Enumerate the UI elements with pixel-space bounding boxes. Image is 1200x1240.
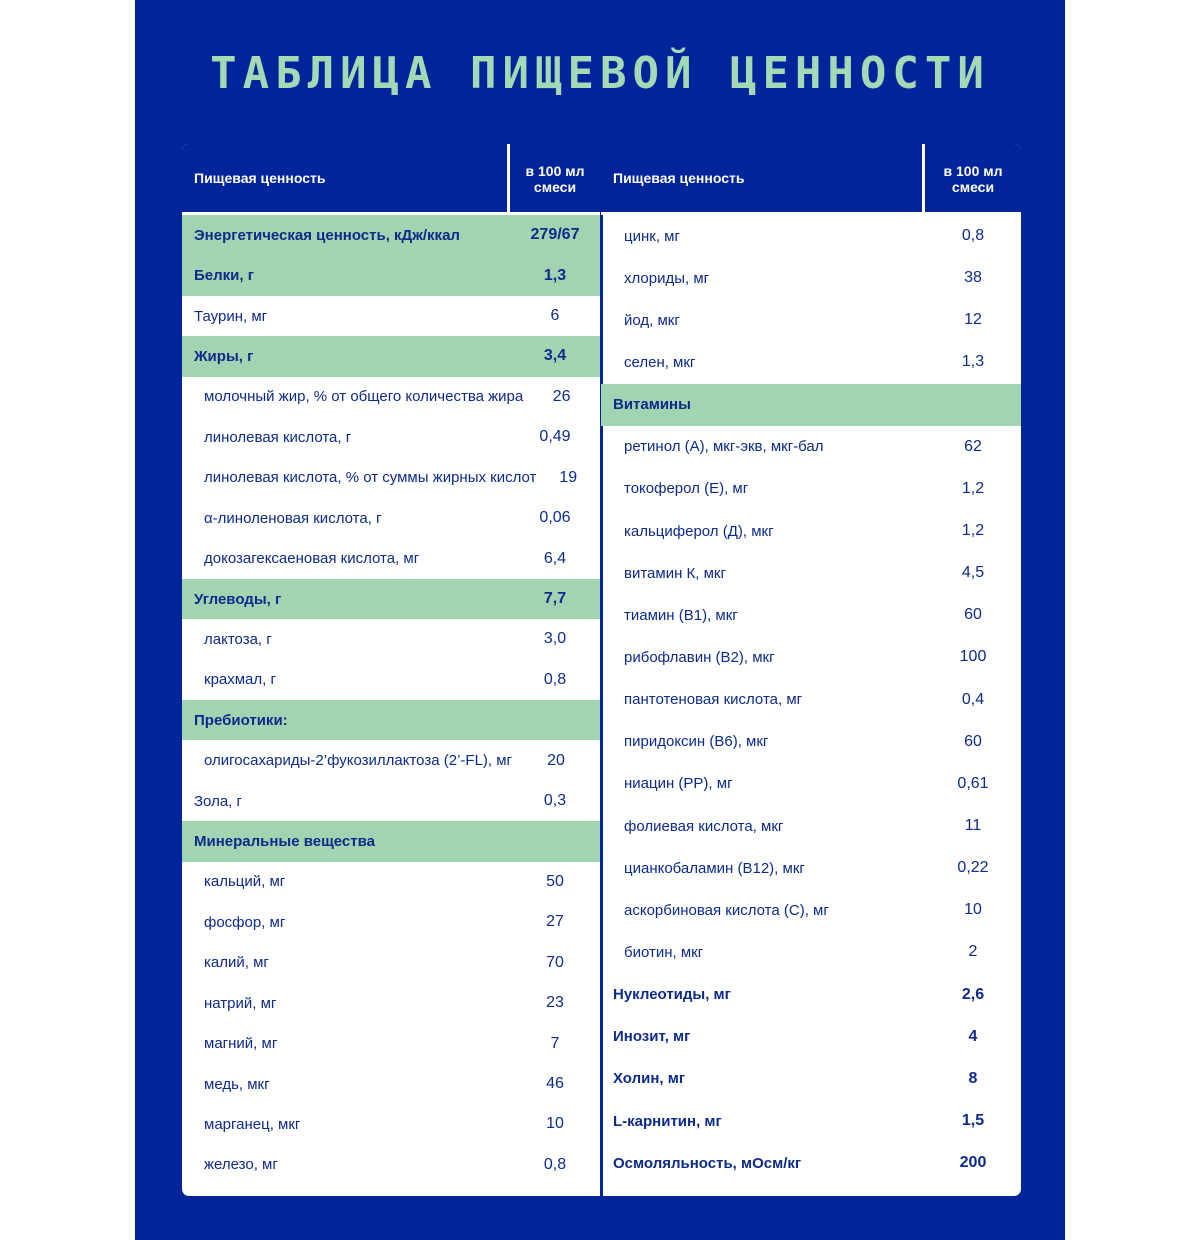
nutrient-value: 100	[959, 648, 987, 666]
nutrient-value: 11	[964, 817, 982, 835]
table-row	[601, 636, 1021, 678]
nutrient-name: молочный жир, % от общего количества жира	[204, 388, 524, 406]
table-row	[601, 552, 1021, 594]
nutrient-name: Витамины	[613, 396, 691, 414]
nutrient-name: Таурин, мг	[194, 307, 268, 325]
table-row	[182, 255, 600, 295]
table-row	[182, 1023, 600, 1063]
nutrient-name: Белки, г	[194, 267, 254, 285]
nutrient-value: 2,6	[961, 985, 985, 1003]
nutrient-name: тиамин (В1), мкг	[624, 606, 738, 624]
table-row	[601, 721, 1021, 763]
nutrient-name: йод, мкг	[624, 311, 680, 329]
table-row	[182, 498, 600, 538]
nutrient-value: 62	[964, 437, 982, 455]
table-row	[182, 902, 600, 942]
nutrient-name: биотин, мкг	[624, 943, 704, 961]
table-row	[182, 377, 600, 417]
nutrient-name: медь, мкг	[204, 1075, 270, 1093]
nutrient-name: докозагексаеновая кислота, мг	[204, 550, 420, 568]
nutrient-name: Энергетическая ценность, кДж/ккал	[194, 226, 460, 244]
table-row	[182, 619, 600, 659]
table-row	[601, 1100, 1021, 1142]
table-row	[601, 1016, 1021, 1058]
nutrient-name: линолевая кислота, г	[204, 428, 352, 446]
header-value-line2: смеси	[533, 179, 577, 195]
table-row	[182, 296, 600, 336]
nutrient-name: Инозит, мг	[613, 1028, 691, 1046]
table-row	[182, 740, 600, 780]
table-row	[182, 983, 600, 1023]
table-row	[601, 257, 1021, 299]
nutrient-name: витамин К, мкг	[624, 564, 726, 582]
table-row	[182, 417, 600, 457]
nutrient-value: 6,4	[543, 549, 567, 567]
table-row	[601, 847, 1021, 889]
nutrient-name: кальциферол (Д), мкг	[624, 522, 774, 540]
nutrient-value: 7,7	[543, 590, 567, 607]
header-value-line2: смеси	[951, 179, 995, 195]
table-row	[182, 781, 600, 821]
nutrient-name: Пребиотики:	[194, 711, 288, 729]
nutrient-value: 279/67	[530, 226, 580, 244]
table-row	[601, 341, 1021, 383]
nutrient-value: 10	[964, 901, 982, 919]
table-row	[601, 426, 1021, 468]
nutrient-name: Нуклеотиды, мг	[613, 986, 731, 1004]
table-row	[601, 889, 1021, 931]
nutrient-name: кальций, мг	[204, 873, 286, 891]
table-row	[601, 468, 1021, 510]
table-row	[182, 538, 600, 578]
left-column	[182, 144, 600, 1174]
nutrient-name: L-карнитин, мг	[613, 1112, 722, 1130]
nutrient-value: 0,8	[543, 1155, 567, 1173]
table-row	[601, 679, 1021, 721]
nutrient-name: железо, мг	[204, 1156, 278, 1174]
table-row	[182, 336, 600, 376]
nutrient-name: марганец, мкг	[204, 1115, 301, 1133]
nutrient-value: 2	[968, 943, 978, 961]
nutrient-value: 60	[964, 732, 982, 750]
nutrient-name: Зола, г	[194, 792, 242, 810]
nutrient-name: Углеводы, г	[194, 590, 282, 608]
nutrient-name: пиридоксин (В6), мкг	[624, 733, 769, 751]
right-column	[601, 144, 1021, 1172]
nutrient-name: цинк, мг	[624, 227, 680, 245]
nutrient-value: 0,06	[539, 509, 571, 527]
nutrient-value: 12	[964, 311, 982, 329]
table-row	[182, 943, 600, 983]
nutrient-name: пантотеновая кислота, мг	[624, 691, 803, 709]
nutrient-value: 200	[959, 1154, 987, 1172]
nutrient-value: 1,2	[961, 479, 985, 497]
nutrient-name: олигосахариды-2’фукозиллактоза (2’-FL), мг	[204, 752, 513, 770]
table-row	[601, 1058, 1021, 1100]
table-row	[182, 1104, 600, 1144]
nutrient-name: рибофлавин (В2), мкг	[624, 648, 775, 666]
table-row	[601, 974, 1021, 1016]
table-row	[182, 862, 600, 902]
header-name-label: Пищевая ценность	[613, 170, 745, 186]
nutrient-value: 46	[546, 1075, 564, 1093]
table-row	[182, 579, 600, 619]
right-rows	[601, 215, 1021, 1184]
table-row	[601, 763, 1021, 805]
nutrient-value: 19	[559, 468, 578, 486]
nutrient-name: токоферол (Е), мг	[624, 480, 749, 498]
nutrient-value: 4,5	[961, 564, 985, 582]
table-row	[182, 1064, 600, 1104]
header-value-line1: в 100 мл	[525, 163, 585, 179]
nutrient-value: 20	[547, 751, 565, 769]
nutrient-value: 1,5	[961, 1112, 985, 1130]
table-header	[601, 144, 1021, 212]
nutrient-value: 1,3	[961, 353, 985, 371]
nutrient-value: 0,61	[957, 774, 989, 792]
header-name-label: Пищевая ценность	[194, 170, 326, 186]
nutrient-name: Жиры, г	[194, 347, 254, 365]
nutrient-name: хлориды, мг	[624, 269, 710, 287]
table-row	[601, 805, 1021, 847]
header-value-line1: в 100 мл	[943, 163, 1003, 179]
nutrient-value: 70	[546, 953, 564, 971]
nutrient-value: 0,3	[543, 792, 567, 810]
table-header	[182, 144, 600, 212]
nutrient-value: 0,8	[961, 227, 985, 245]
nutrient-value: 7	[550, 1034, 560, 1052]
header-value-label	[925, 163, 1021, 195]
nutrient-name: линолевая кислота, % от суммы жирных кислот	[204, 469, 537, 487]
nutrient-value: 8	[968, 1069, 978, 1087]
left-rows	[182, 215, 600, 1185]
nutrient-name: Холин, мг	[613, 1070, 686, 1088]
nutrient-name: α-линоленовая кислота, г	[204, 509, 382, 527]
nutrient-value: 4	[968, 1027, 978, 1045]
table-row	[601, 594, 1021, 636]
nutrient-name: аскорбиновая кислота (С), мг	[624, 901, 829, 919]
nutrient-name: фолиевая кислота, мкг	[624, 817, 784, 835]
nutrient-value: 0,22	[957, 859, 989, 877]
table-row	[182, 458, 600, 498]
table-row	[182, 215, 600, 255]
table-row	[601, 215, 1021, 257]
nutrient-value: 0,8	[543, 670, 567, 688]
header-value-label	[510, 163, 600, 195]
table-row	[182, 1145, 600, 1185]
nutrient-name: магний, мг	[204, 1035, 278, 1053]
nutrient-name: цианкобаламин (В12), мкг	[624, 859, 805, 877]
nutrient-value: 10	[546, 1115, 564, 1133]
nutrient-value: 0,4	[961, 690, 985, 708]
nutrient-value: 1,3	[543, 266, 567, 284]
nutrient-value: 38	[964, 269, 982, 287]
nutrient-value: 0,49	[539, 428, 571, 446]
nutrient-name: Минеральные вещества	[194, 833, 375, 851]
nutrient-name: ретинол (А), мкг-экв, мкг-бал	[624, 438, 824, 456]
nutrient-name: селен, мкг	[624, 353, 696, 371]
nutrient-name: крахмал, г	[204, 671, 276, 689]
nutrient-name: лактоза, г	[204, 630, 272, 648]
table-row	[182, 660, 600, 700]
nutrition-table	[182, 144, 1021, 1196]
nutrient-name: калий, мг	[204, 954, 269, 972]
table-row	[601, 931, 1021, 973]
nutrient-value: 23	[546, 994, 564, 1012]
nutrient-value: 26	[552, 387, 571, 405]
nutrient-value: 60	[964, 606, 982, 624]
nutrient-name: натрий, мг	[204, 994, 277, 1012]
table-row	[601, 299, 1021, 341]
nutrient-value: 50	[546, 872, 564, 890]
table-row	[601, 1142, 1021, 1184]
nutrient-value: 3,4	[543, 347, 567, 365]
page-title: ТАБЛИЦА ПИЩЕВОЙ ЦЕННОСТИ	[210, 48, 990, 99]
table-row	[601, 384, 1021, 426]
table-row	[182, 700, 600, 740]
nutrient-value: 3,0	[543, 630, 567, 648]
nutrient-value: 6	[550, 307, 560, 325]
nutrient-name: фосфор, мг	[204, 913, 286, 931]
nutrient-name: ниацин (РР), мг	[624, 775, 733, 793]
nutrient-name: Осмоляльность, мОсм/кг	[613, 1154, 802, 1172]
table-row	[182, 821, 600, 861]
nutrient-value: 27	[546, 913, 564, 931]
table-row	[601, 510, 1021, 552]
nutrient-value: 1,2	[961, 522, 985, 540]
